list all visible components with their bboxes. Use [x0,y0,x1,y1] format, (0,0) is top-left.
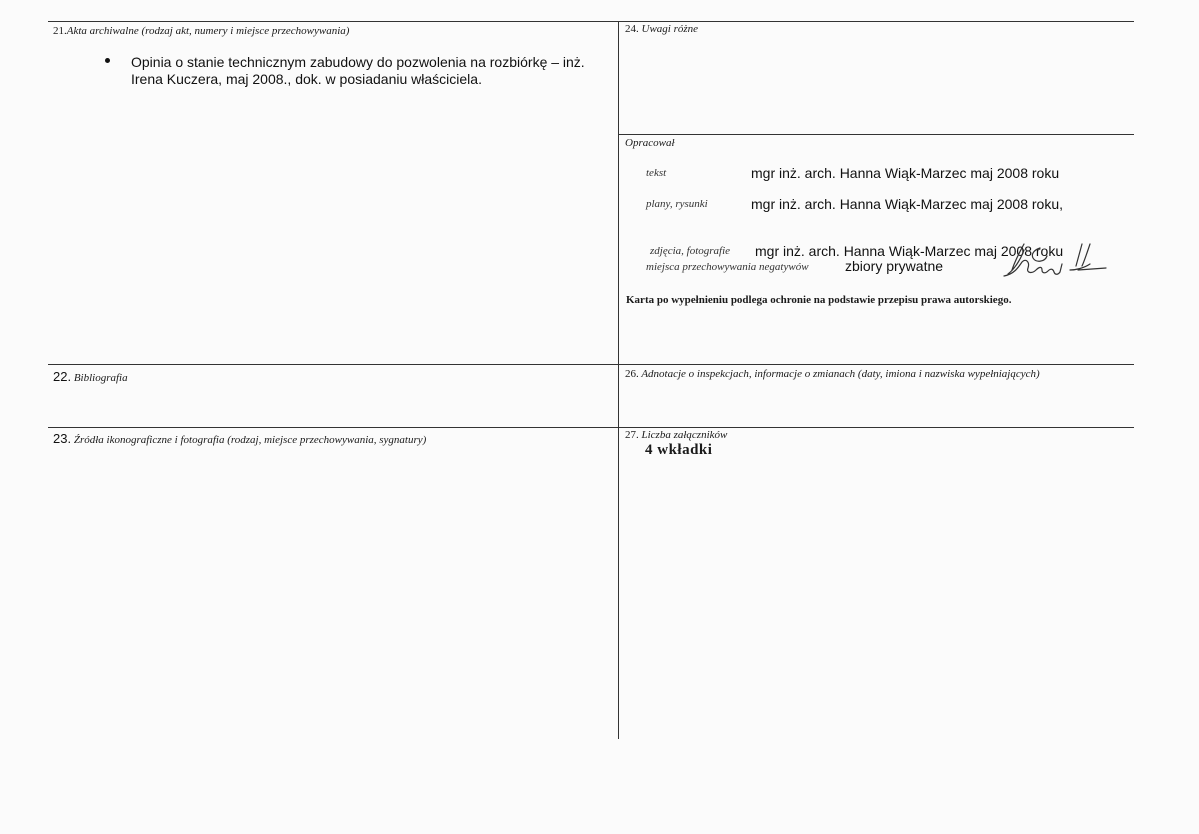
list-item [105,54,595,88]
row22-top-line [48,364,1134,365]
row-value-plany: mgr inż. arch. Hanna Wiąk-Marzec maj 2008 roku, [751,196,1063,212]
section-23-heading [53,431,426,446]
section-27-number: 27. [625,429,639,441]
opracowal-heading: Opracował [625,137,675,149]
section-26-heading [625,368,1040,380]
row23-top-line [48,427,1134,428]
row-value-negatywy: zbiory prywatne [845,258,944,274]
bullet-icon [105,58,110,63]
section-21-title: Akta archiwalne (rodzaj akt, numery i miejsce przechowywania) [66,25,350,37]
copyright-notice: Karta po wypełnieniu podlega ochronie na podstawie przepisu prawa autorskiego. [626,294,1012,306]
section-24-title: Uwagi różne [641,23,699,35]
section-24-heading [625,23,698,35]
section-22-heading [53,369,128,384]
section-23-title: Źródła ikonograficzne i fotografia (rodzaj, miejsce przechowywania, sygnatury) [73,434,427,446]
section-21-heading [53,25,349,37]
section-22-number: 22. [53,369,72,384]
section-21-list [105,54,595,88]
row-label-plany: plany, rysunki [646,198,708,210]
row-value-tekst: mgr inż. arch. Hanna Wiąk-Marzec maj 2008 roku [751,165,1060,181]
list-item-text: Opinia o stanie technicznym zabudowy do pozwolenia na rozbiórkę – inż. Irena Kuczera, maj 2008., dok. w posiadaniu właściciela. [131,54,585,87]
attachments-count: 4 wkładki [645,442,713,458]
top-border-line [48,21,1134,22]
section-27-title: Liczba załączników [641,429,728,441]
signature-image [1000,240,1110,280]
section-21-number: 21. [53,25,67,37]
section-24-number: 24. [625,23,639,35]
row-label-zdjecia: zdjęcia, fotografie [650,245,731,257]
opracowal-top-line [619,134,1134,135]
row-label-tekst: tekst [646,167,667,179]
section-26-title: Adnotacje o inspekcjach, informacje o zmianach (daty, imiona i nazwiska wypełniających) [641,368,1040,380]
section-22-title: Bibliografia [73,372,128,384]
section-23-number: 23. [53,431,72,446]
section-26-number: 26. [625,368,639,380]
row-value-zdjecia: mgr inż. arch. Hanna Wiąk-Marzec maj 2008 roku [755,243,1064,259]
row-label-negatywy: miejsca przechowywania negatywów [646,261,809,273]
section-27-heading [625,429,727,441]
center-divider [618,21,619,739]
